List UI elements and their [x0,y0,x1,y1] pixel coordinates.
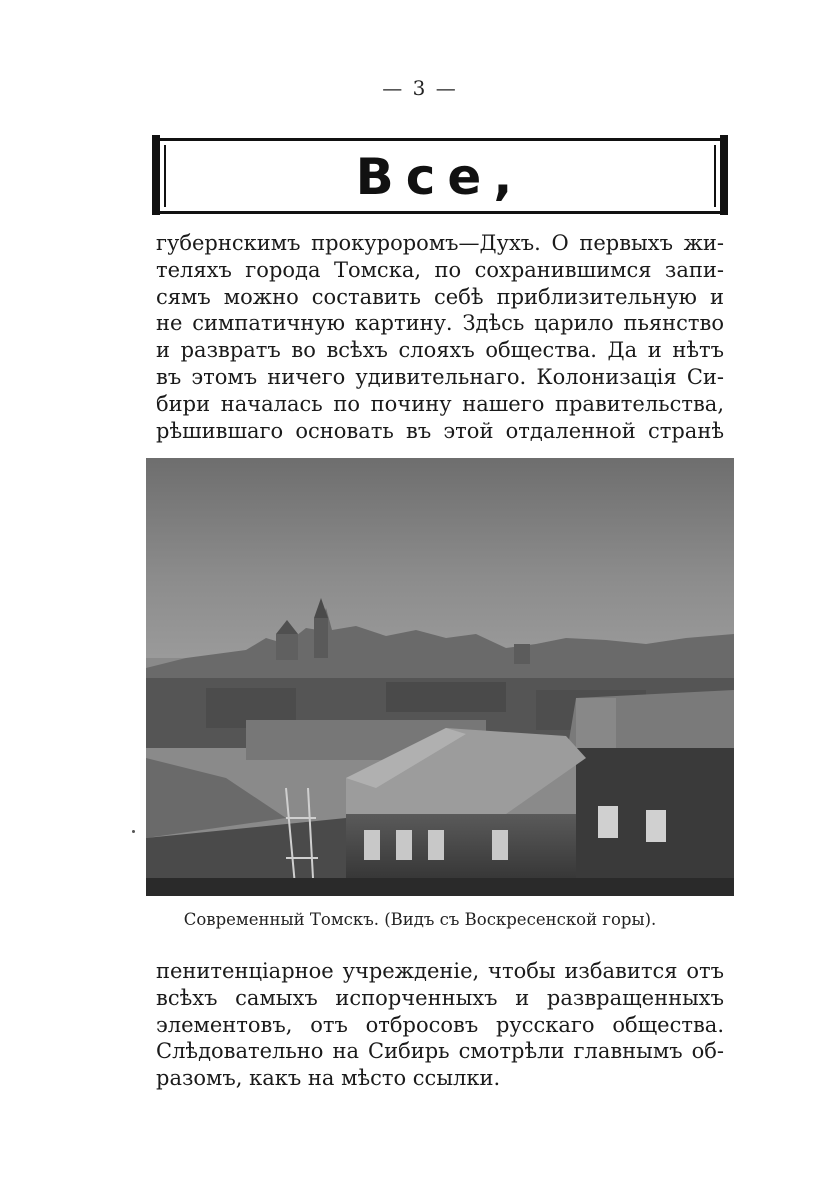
city-panorama-photo [146,458,734,896]
text-line: въ этомъ ничего удивительнаго. Колонизація Си- [156,364,724,389]
text-line: всѣхъ самыхъ испорченныхъ и развращенныхъ [156,985,724,1010]
paragraph-top [156,230,724,444]
paragraph-bottom [156,958,724,1092]
text-line: Слѣдовательно на Сибирь смотрѣли главнымъ об- [156,1039,724,1064]
text-line: не симпатичную картину. Здѣсь царило пьянство [156,311,724,336]
text-line: теляхъ города Томска, по сохранившимся запи- [156,257,724,282]
banner-right-bar [720,135,728,215]
banner-right-rule [714,145,716,207]
photo-caption: Современный Томскъ. (Видъ съ Воскресенской горы). [183,910,657,929]
text-line: рѣшившаго основать въ этой отдаленной странѣ [156,418,724,443]
text-line: бири началась по почину нашего правительства, [156,391,724,416]
text-line: и развратъ во всѣхъ слояхъ общества. Да и нѣтъ [156,338,724,363]
heading-banner [152,138,728,214]
page-number: — 3 — [382,76,458,100]
text-line: сямъ можно составить себѣ приблизительную и [156,284,724,309]
text-line: разомъ, какъ на мѣсто ссылки. [156,1066,501,1091]
text-line: пенитенціарное учрежденіе, чтобы избавится отъ [156,959,724,983]
heading-word: Все, [355,148,525,206]
text-line: губернскимъ прокуроромъ—Духъ. О первыхъ жи- [156,231,724,255]
print-speck [132,830,135,833]
text-line: элементовъ, отъ отбросовъ русскаго общества. [156,1012,724,1037]
